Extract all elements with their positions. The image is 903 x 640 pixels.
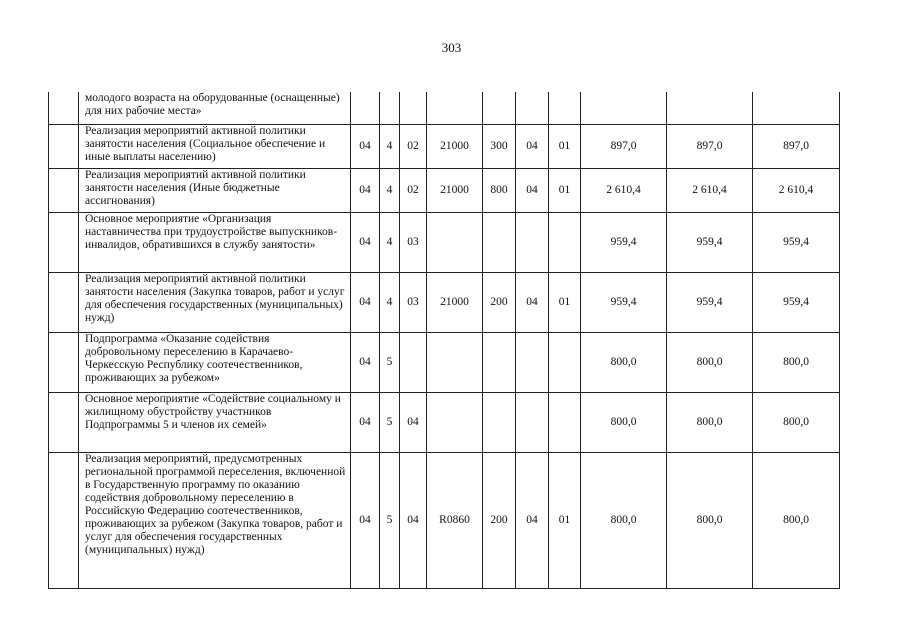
amount-year-1-cell: 800,0 — [581, 332, 667, 392]
code-subsection-cell: 01 — [549, 124, 581, 168]
amount-year-3-cell: 800,0 — [753, 332, 840, 392]
code-ministry-cell: 04 — [351, 168, 380, 212]
table-row — [49, 392, 840, 452]
table-row — [49, 124, 840, 168]
amount-year-3-cell: 959,4 — [753, 272, 840, 332]
row-name-cell: Реализация мероприятий активной политики занятости населения (Иные бюджетные ассигнования) — [79, 168, 351, 212]
code-subprogram-cell — [400, 92, 427, 124]
table-row — [49, 452, 840, 588]
code-program-cell: 4 — [380, 272, 400, 332]
amount-year-1-cell — [581, 92, 667, 124]
code-program-cell: 4 — [380, 124, 400, 168]
table-row — [49, 272, 840, 332]
code-expense-type-cell: 200 — [483, 272, 516, 332]
code-program-cell: 4 — [380, 212, 400, 272]
code-subsection-cell — [549, 392, 581, 452]
code-target-cell: 21000 — [427, 272, 483, 332]
amount-year-1-cell: 897,0 — [581, 124, 667, 168]
code-subsection-cell — [549, 212, 581, 272]
amount-year-1-cell: 959,4 — [581, 212, 667, 272]
amount-year-2-cell: 800,0 — [667, 452, 753, 588]
code-subprogram-cell: 03 — [400, 272, 427, 332]
amount-year-3-cell: 2 610,4 — [753, 168, 840, 212]
code-ministry-cell — [351, 92, 380, 124]
code-program-cell: 5 — [380, 392, 400, 452]
amount-year-2-cell: 2 610,4 — [667, 168, 753, 212]
code-ministry-cell: 04 — [351, 272, 380, 332]
code-section-cell: 04 — [516, 272, 549, 332]
code-subprogram-cell — [400, 332, 427, 392]
row-number-cell — [49, 452, 79, 588]
code-subsection-cell: 01 — [549, 168, 581, 212]
amount-year-2-cell: 897,0 — [667, 124, 753, 168]
code-section-cell: 04 — [516, 124, 549, 168]
table-row — [49, 212, 840, 272]
code-subprogram-cell: 04 — [400, 452, 427, 588]
code-program-cell: 5 — [380, 332, 400, 392]
code-section-cell — [516, 92, 549, 124]
table-row — [49, 168, 840, 212]
code-target-cell: 21000 — [427, 124, 483, 168]
code-expense-type-cell — [483, 92, 516, 124]
budget-table — [48, 92, 840, 589]
amount-year-1-cell: 2 610,4 — [581, 168, 667, 212]
code-target-cell — [427, 212, 483, 272]
code-subprogram-cell: 03 — [400, 212, 427, 272]
code-target-cell: 21000 — [427, 168, 483, 212]
row-number-cell — [49, 168, 79, 212]
row-name-cell: Основное мероприятие «Содействие социальному и жилищному обустройству участников Подпрограммы 5 и членов их семей» — [79, 392, 351, 452]
row-number-cell — [49, 212, 79, 272]
row-number-cell — [49, 332, 79, 392]
code-program-cell: 5 — [380, 452, 400, 588]
code-subprogram-cell: 02 — [400, 124, 427, 168]
page-number: 303 — [441, 40, 462, 55]
row-name-cell: молодого возраста на оборудованные (оснащенные) для них рабочие места» — [79, 92, 351, 124]
amount-year-1-cell: 800,0 — [581, 452, 667, 588]
code-target-cell — [427, 392, 483, 452]
row-number-cell — [49, 92, 79, 124]
row-name-cell: Подпрограмма «Оказание содействия добровольному переселению в Карачаево-Черкесскую Республику соотечественников, проживающих за рубежом» — [79, 332, 351, 392]
row-name-cell: Реализация мероприятий активной политики занятости населения (Социальное обеспечение и иные выплаты населению) — [79, 124, 351, 168]
code-expense-type-cell: 300 — [483, 124, 516, 168]
code-expense-type-cell: 800 — [483, 168, 516, 212]
amount-year-3-cell — [753, 92, 840, 124]
code-target-cell: R0860 — [427, 452, 483, 588]
amount-year-1-cell: 800,0 — [581, 392, 667, 452]
code-ministry-cell: 04 — [351, 124, 380, 168]
amount-year-1-cell: 959,4 — [581, 272, 667, 332]
code-ministry-cell: 04 — [351, 332, 380, 392]
budget-table-body — [49, 92, 840, 588]
amount-year-3-cell: 897,0 — [753, 124, 840, 168]
row-number-cell — [49, 272, 79, 332]
code-expense-type-cell — [483, 332, 516, 392]
code-subsection-cell: 01 — [549, 272, 581, 332]
code-section-cell — [516, 392, 549, 452]
code-subsection-cell — [549, 332, 581, 392]
code-section-cell: 04 — [516, 452, 549, 588]
row-name-cell: Реализация мероприятий, предусмотренных региональной программой переселения, включенной в Государственную программу по оказанию содействия добровольному переселению в Российскую Федерацию соотечественников, проживающих за рубежом (Закупка товаров, работ и услуг для обеспечения государственных (муниципальных) нужд) — [79, 452, 351, 588]
amount-year-2-cell — [667, 92, 753, 124]
amount-year-2-cell: 959,4 — [667, 272, 753, 332]
code-program-cell — [380, 92, 400, 124]
row-number-cell — [49, 392, 79, 452]
amount-year-2-cell: 959,4 — [667, 212, 753, 272]
row-number-cell — [49, 124, 79, 168]
code-section-cell: 04 — [516, 168, 549, 212]
code-subsection-cell: 01 — [549, 452, 581, 588]
code-expense-type-cell: 200 — [483, 452, 516, 588]
code-target-cell — [427, 332, 483, 392]
table-row — [49, 332, 840, 392]
code-ministry-cell: 04 — [351, 212, 380, 272]
amount-year-3-cell: 959,4 — [753, 212, 840, 272]
code-section-cell — [516, 332, 549, 392]
amount-year-2-cell: 800,0 — [667, 332, 753, 392]
code-subsection-cell — [549, 92, 581, 124]
code-subprogram-cell: 04 — [400, 392, 427, 452]
code-ministry-cell: 04 — [351, 452, 380, 588]
amount-year-3-cell: 800,0 — [753, 452, 840, 588]
row-name-cell: Основное мероприятие «Организация наставничества при трудоустройстве выпускников-инвалидов, обратившихся в службу занятости» — [79, 212, 351, 272]
row-name-cell: Реализация мероприятий активной политики занятости населения (Закупка товаров, работ и услуг для обеспечения государственных (муниципальных) нужд) — [79, 272, 351, 332]
code-section-cell — [516, 212, 549, 272]
table-row — [49, 92, 840, 124]
code-ministry-cell: 04 — [351, 392, 380, 452]
amount-year-2-cell: 800,0 — [667, 392, 753, 452]
code-target-cell — [427, 92, 483, 124]
code-program-cell: 4 — [380, 168, 400, 212]
code-expense-type-cell — [483, 392, 516, 452]
amount-year-3-cell: 800,0 — [753, 392, 840, 452]
code-expense-type-cell — [483, 212, 516, 272]
code-subprogram-cell: 02 — [400, 168, 427, 212]
